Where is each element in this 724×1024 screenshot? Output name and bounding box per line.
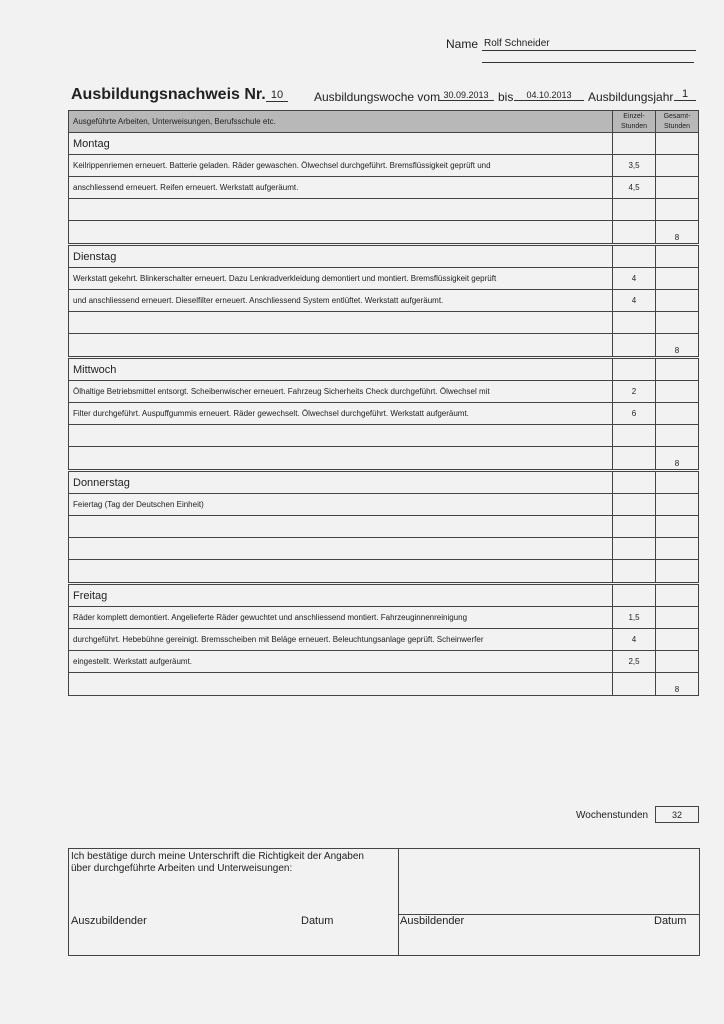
table-row bbox=[69, 381, 699, 403]
table-row bbox=[69, 290, 699, 312]
column-header-description: Ausgeführte Arbeiten, Unterweisungen, Berufsschule etc. bbox=[69, 111, 613, 133]
name-label: Name bbox=[446, 37, 479, 51]
trainee-label: Auszubildender bbox=[71, 915, 147, 927]
day-total-hours-cell[interactable]: 8 bbox=[656, 334, 699, 358]
training-year-label: Ausbildungsjahr bbox=[588, 90, 674, 104]
week-hours-label: Wochenstunden bbox=[576, 810, 649, 821]
total-hours-cell[interactable] bbox=[656, 312, 699, 334]
work-description-cell[interactable]: Räder komplett demontiert. Angelieferte Räder gewuchtet und anschliessend montiert. Fahrzeuginnenreinigung bbox=[69, 607, 613, 629]
table-row bbox=[69, 425, 699, 447]
table-row bbox=[69, 629, 699, 651]
single-hours-cell[interactable]: 4 bbox=[613, 290, 656, 312]
table-row bbox=[69, 651, 699, 673]
single-hours-cell[interactable] bbox=[613, 199, 656, 221]
day-total-hours-cell[interactable]: 8 bbox=[656, 673, 699, 696]
work-description-cell[interactable] bbox=[69, 425, 613, 447]
single-hours-cell[interactable] bbox=[613, 447, 656, 471]
table-row bbox=[69, 199, 699, 221]
single-hours-cell[interactable]: 4 bbox=[613, 268, 656, 290]
day-header-row bbox=[69, 584, 699, 607]
table-row bbox=[69, 607, 699, 629]
single-hours-cell[interactable] bbox=[613, 133, 656, 155]
table-header-row bbox=[69, 111, 699, 133]
trainer-signature-cell[interactable] bbox=[399, 849, 699, 955]
single-hours-cell[interactable] bbox=[613, 494, 656, 516]
total-hours-cell[interactable] bbox=[656, 358, 699, 381]
work-description-cell[interactable]: eingestellt. Werkstatt aufgeräumt. bbox=[69, 651, 613, 673]
work-description-cell[interactable] bbox=[69, 447, 613, 471]
table-row bbox=[69, 560, 699, 584]
work-description-cell[interactable]: Filter durchgeführt. Auspuffgummis erneuert. Räder gewechselt. Ölwechsel durchgeführt. Werkstatt aufgeräumt. bbox=[69, 403, 613, 425]
total-hours-cell[interactable] bbox=[656, 584, 699, 607]
total-hours-cell[interactable] bbox=[656, 471, 699, 494]
week-from-date-field[interactable]: 30.09.2013 bbox=[438, 90, 494, 101]
work-description-cell[interactable] bbox=[69, 221, 613, 245]
day-header-row bbox=[69, 358, 699, 381]
work-description-cell[interactable] bbox=[69, 673, 613, 696]
single-hours-cell[interactable]: 1,5 bbox=[613, 607, 656, 629]
total-hours-cell[interactable] bbox=[656, 177, 699, 199]
day-total-hours-cell[interactable] bbox=[656, 560, 699, 584]
total-hours-cell[interactable] bbox=[656, 425, 699, 447]
work-description-cell[interactable] bbox=[69, 560, 613, 584]
column-header-total-hours: Gesamt-Stunden bbox=[656, 111, 699, 133]
total-hours-cell[interactable] bbox=[656, 494, 699, 516]
table-row bbox=[69, 334, 699, 358]
report-number-field[interactable]: 10 bbox=[266, 89, 288, 102]
day-header-row bbox=[69, 245, 699, 268]
name-field[interactable]: Rolf Schneider bbox=[482, 38, 696, 51]
single-hours-cell[interactable] bbox=[613, 245, 656, 268]
table-row bbox=[69, 516, 699, 538]
table-row bbox=[69, 312, 699, 334]
trainer-label: Ausbildender bbox=[400, 915, 465, 927]
single-hours-cell[interactable]: 2 bbox=[613, 381, 656, 403]
day-name: Mittwoch bbox=[69, 358, 613, 381]
work-description-cell[interactable]: Feiertag (Tag der Deutschen Einheit) bbox=[69, 494, 613, 516]
confirmation-text: Ich bestätige durch meine Unterschrift die Richtigkeit der Angaben über durchgeführte Arbeiten und Unterweisungen: bbox=[71, 851, 364, 874]
single-hours-cell[interactable] bbox=[613, 358, 656, 381]
day-total-hours-cell[interactable]: 8 bbox=[656, 447, 699, 471]
table-row bbox=[69, 673, 699, 696]
work-description-cell[interactable] bbox=[69, 199, 613, 221]
total-hours-cell[interactable] bbox=[656, 607, 699, 629]
work-description-cell[interactable] bbox=[69, 334, 613, 358]
single-hours-cell[interactable]: 2,5 bbox=[613, 651, 656, 673]
week-to-date-field[interactable]: 04.10.2013 bbox=[514, 90, 584, 101]
week-hours-value[interactable]: 32 bbox=[655, 806, 699, 823]
single-hours-cell[interactable] bbox=[613, 334, 656, 358]
single-hours-cell[interactable] bbox=[613, 584, 656, 607]
day-header-row bbox=[69, 133, 699, 155]
work-description-cell[interactable]: Keilrippenriemen erneuert. Batterie geladen. Räder gewaschen. Ölwechsel durchgeführt. Bremsflüssigkeit geprüft und bbox=[69, 155, 613, 177]
single-hours-cell[interactable] bbox=[613, 538, 656, 560]
table-row bbox=[69, 155, 699, 177]
total-hours-cell[interactable] bbox=[656, 403, 699, 425]
total-hours-cell[interactable] bbox=[656, 290, 699, 312]
work-description-cell[interactable]: durchgeführt. Hebebühne gereinigt. Bremsscheiben mit Beläge erneuert. Beleuchtungsanlage geprüft. Scheinwerfer bbox=[69, 629, 613, 651]
trainer-date-label: Datum bbox=[654, 915, 687, 927]
table-row bbox=[69, 221, 699, 245]
total-hours-cell[interactable] bbox=[656, 245, 699, 268]
single-hours-cell[interactable] bbox=[613, 516, 656, 538]
total-hours-cell[interactable] bbox=[656, 133, 699, 155]
table-row bbox=[69, 403, 699, 425]
work-description-cell[interactable] bbox=[69, 516, 613, 538]
table-row bbox=[69, 494, 699, 516]
single-hours-cell[interactable]: 6 bbox=[613, 403, 656, 425]
bis-label: bis bbox=[498, 90, 514, 104]
single-hours-cell[interactable]: 4,5 bbox=[613, 177, 656, 199]
single-hours-cell[interactable] bbox=[613, 673, 656, 696]
total-hours-cell[interactable] bbox=[656, 199, 699, 221]
day-name: Freitag bbox=[69, 584, 613, 607]
work-description-cell[interactable]: Ölhaltige Betriebsmittel entsorgt. Scheibenwischer erneuert. Fahrzeug Sicherheits Check durchgeführt. Ölwechsel mit bbox=[69, 381, 613, 403]
table-row bbox=[69, 268, 699, 290]
single-hours-cell[interactable] bbox=[613, 560, 656, 584]
training-week-label: Ausbildungswoche vom bbox=[314, 90, 441, 104]
day-total-hours-cell[interactable]: 8 bbox=[656, 221, 699, 245]
table-row bbox=[69, 447, 699, 471]
trainee-signature-cell bbox=[69, 849, 399, 955]
name-extra-line bbox=[482, 62, 694, 63]
weekly-log-table bbox=[68, 110, 699, 696]
single-hours-cell[interactable] bbox=[613, 312, 656, 334]
single-hours-cell[interactable]: 3,5 bbox=[613, 155, 656, 177]
single-hours-cell[interactable] bbox=[613, 221, 656, 245]
table-row bbox=[69, 177, 699, 199]
day-header-row bbox=[69, 471, 699, 494]
total-hours-cell[interactable] bbox=[656, 516, 699, 538]
single-hours-cell[interactable] bbox=[613, 425, 656, 447]
document-title: Ausbildungsnachweis Nr. bbox=[71, 86, 266, 103]
total-hours-cell[interactable] bbox=[656, 629, 699, 651]
day-name: Dienstag bbox=[69, 245, 613, 268]
total-hours-cell[interactable] bbox=[656, 538, 699, 560]
table-row bbox=[69, 538, 699, 560]
signature-block bbox=[68, 848, 700, 956]
total-hours-cell[interactable] bbox=[656, 381, 699, 403]
single-hours-cell[interactable]: 4 bbox=[613, 629, 656, 651]
work-description-cell[interactable]: und anschliessend erneuert. Dieselfilter erneuert. Anschliessend System entlüftet. Werkstatt aufgeräumt. bbox=[69, 290, 613, 312]
work-description-cell[interactable] bbox=[69, 312, 613, 334]
single-hours-cell[interactable] bbox=[613, 471, 656, 494]
training-year-field[interactable]: 1 bbox=[674, 88, 696, 101]
work-description-cell[interactable]: anschliessend erneuert. Reifen erneuert. Werkstatt aufgeräumt. bbox=[69, 177, 613, 199]
day-name: Montag bbox=[69, 133, 613, 155]
work-description-cell[interactable]: Werkstatt gekehrt. Blinkerschalter erneuert. Dazu Lenkradverkleidung demontiert und montiert. Bremsflüssigkeit geprüft bbox=[69, 268, 613, 290]
work-description-cell[interactable] bbox=[69, 538, 613, 560]
day-name: Donnerstag bbox=[69, 471, 613, 494]
total-hours-cell[interactable] bbox=[656, 651, 699, 673]
total-hours-cell[interactable] bbox=[656, 268, 699, 290]
trainee-date-label: Datum bbox=[301, 915, 334, 927]
total-hours-cell[interactable] bbox=[656, 155, 699, 177]
column-header-single-hours: Einzel-Stunden bbox=[613, 111, 656, 133]
